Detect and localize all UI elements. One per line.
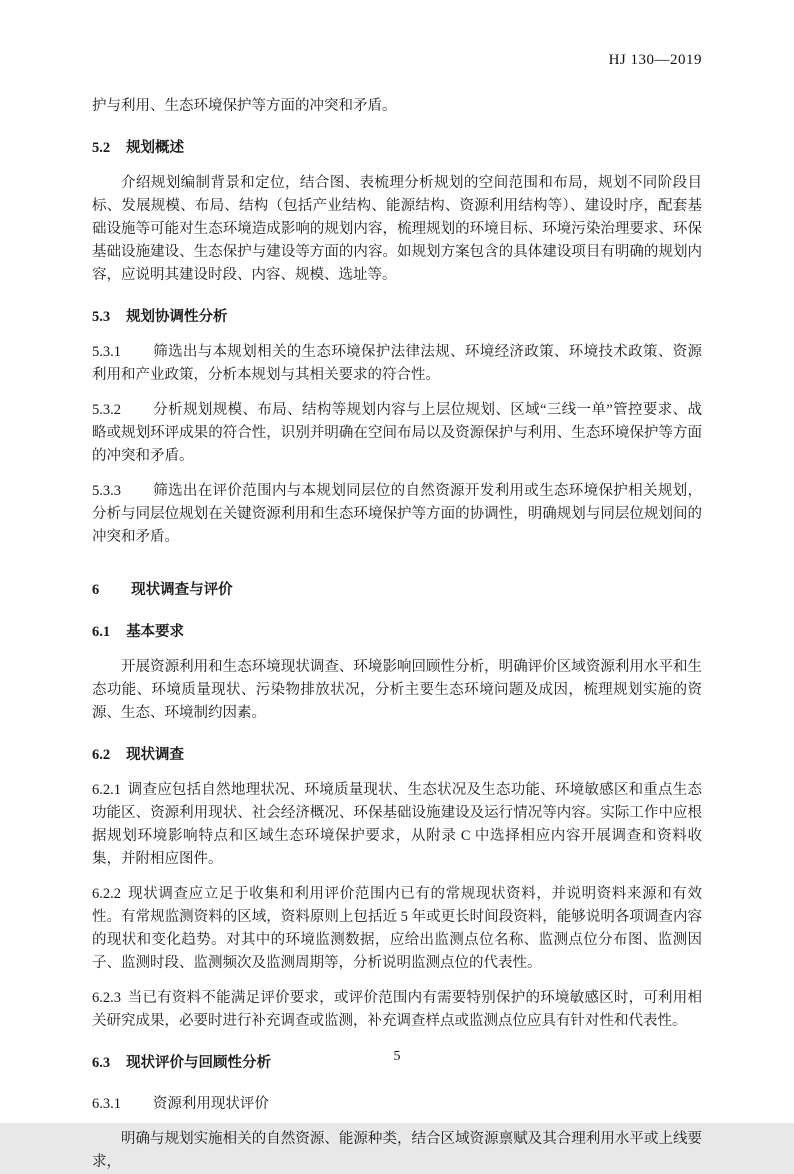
clause-6-2-3	[92, 987, 702, 1033]
clause-number: 6.2.3	[92, 990, 121, 1006]
section-title: 基本要求	[126, 624, 185, 640]
section-heading-6-1	[92, 621, 702, 644]
clause-5-3-2	[92, 399, 702, 468]
document-body	[92, 95, 702, 1174]
page-footer	[0, 1049, 794, 1065]
clause-6-2-1	[92, 779, 702, 871]
section-heading-5-3	[92, 306, 702, 329]
clause-text: 调查应包括自然地理状况、环境质量现状、生态状况及生态功能、环境敏感区和重点生态功能区、资源利用现状、社会经济概况、环保基础设施建设及运行情况等内容。实际工作中应根据规划环境影响特点和区域生态环境保护要求，从附录 C 中选择相应内容开展调查和资料收集，并附相应图件。	[92, 782, 702, 867]
clause-text: 现状调查应立足于收集和利用评价范围内已有的常规现状资料，并说明资料来源和有效性。有常规监测资料的区域，资料原则上包括近 5 年或更长时间段资料，能够说明各项调查内容的现状和变化趋势。对其中的环境监测数据，应给出监测点位名称、监测点位分布图、监测因子、监测时段、监测频次及监测周期等，分析说明监测点位的代表性。	[92, 886, 702, 971]
section-number: 6.1	[92, 624, 111, 640]
clause-6-2-2	[92, 883, 702, 975]
paragraph-continuation: 护与利用、生态环境保护等方面的冲突和矛盾。	[92, 98, 397, 114]
page-number: 5	[393, 1049, 401, 1064]
clause-5-3-1	[92, 341, 702, 387]
subsection-number: 6.3.1	[92, 1096, 121, 1112]
chapter-number: 6	[92, 582, 100, 598]
section-number: 6.2	[92, 747, 111, 763]
section-heading-6-2	[92, 744, 702, 767]
clause-number: 5.3.1	[92, 344, 121, 360]
subsection-title: 资源利用现状评价	[152, 1096, 269, 1112]
doc-header	[92, 52, 702, 69]
clause-5-3-3	[92, 480, 702, 549]
clause-text: 当已有资料不能满足评价要求，或评价范围内有需要特别保护的环境敏感区时，可利用相关研究成果，必要时进行补充调查或监测，补充调查样点或监测点位应具有针对性和代表性。	[92, 990, 702, 1029]
section-number: 6.3	[92, 1055, 111, 1071]
clause-text: 筛选出在评价范围内与本规划同层位的自然资源开发利用或生态环境保护相关规划，分析与同层位规划在关键资源利用和生态环境保护等方面的协调性，明确规划与同层位规划间的冲突和矛盾。	[92, 483, 702, 545]
chapter-heading-6	[92, 579, 702, 602]
paragraph: 明确与规划实施相关的自然资源、能源种类，结合区域资源禀赋及其合理利用水平或上线要求，	[92, 1131, 702, 1170]
section-title: 规划概述	[126, 140, 185, 156]
section-title: 现状评价与回顾性分析	[126, 1055, 272, 1071]
paragraph: 开展资源利用和生态环境现状调查、环境影响回顾性分析，明确评价区域资源利用水平和生态功能、环境质量现状、污染物排放状况，分析主要生态环境问题及成因，梳理规划实施的资源、生态、环境制约因素。	[92, 659, 702, 721]
clause-number: 6.2.2	[92, 886, 121, 902]
chapter-title: 现状调查与评价	[131, 582, 233, 598]
clause-text: 分析规划规模、布局、结构等规划内容与上层位规划、区域“三线一单”管控要求、战略或规划环评成果的符合性，识别并明确在空间布局以及资源保护与利用、生态环境保护等方面的冲突和矛盾。	[92, 402, 702, 464]
subsection-heading-6-3-1	[92, 1093, 702, 1116]
section-number: 5.3	[92, 309, 111, 325]
clause-number: 5.3.2	[92, 402, 121, 418]
clause-text: 筛选出与本规划相关的生态环境保护法律法规、环境经济政策、环境技术政策、资源利用和产业政策，分析本规划与其相关要求的符合性。	[92, 344, 702, 383]
clause-number: 5.3.3	[92, 483, 121, 499]
section-title: 规划协调性分析	[126, 309, 228, 325]
doc-number: HJ 130—2019	[608, 52, 702, 68]
paragraph: 介绍规划编制背景和定位，结合图、表梳理分析规划的空间范围和布局，规划不同阶段目标、发展规模、布局、结构（包括产业结构、能源结构、资源利用结构等）、建设时序，配套基础设施等可能对生态环境造成影响的规划内容，梳理规划的环境目标、环境污染治理要求、环保基础设施建设、生态保护与建设等方面的内容。如规划方案包含的具体建设项目有明确的规划内容，应说明其建设时段、内容、规模、选址等。	[92, 175, 702, 283]
section-heading-5-2	[92, 137, 702, 160]
section-number: 5.2	[92, 140, 111, 156]
section-title: 现状调查	[126, 747, 185, 763]
clause-number: 6.2.1	[92, 782, 121, 798]
